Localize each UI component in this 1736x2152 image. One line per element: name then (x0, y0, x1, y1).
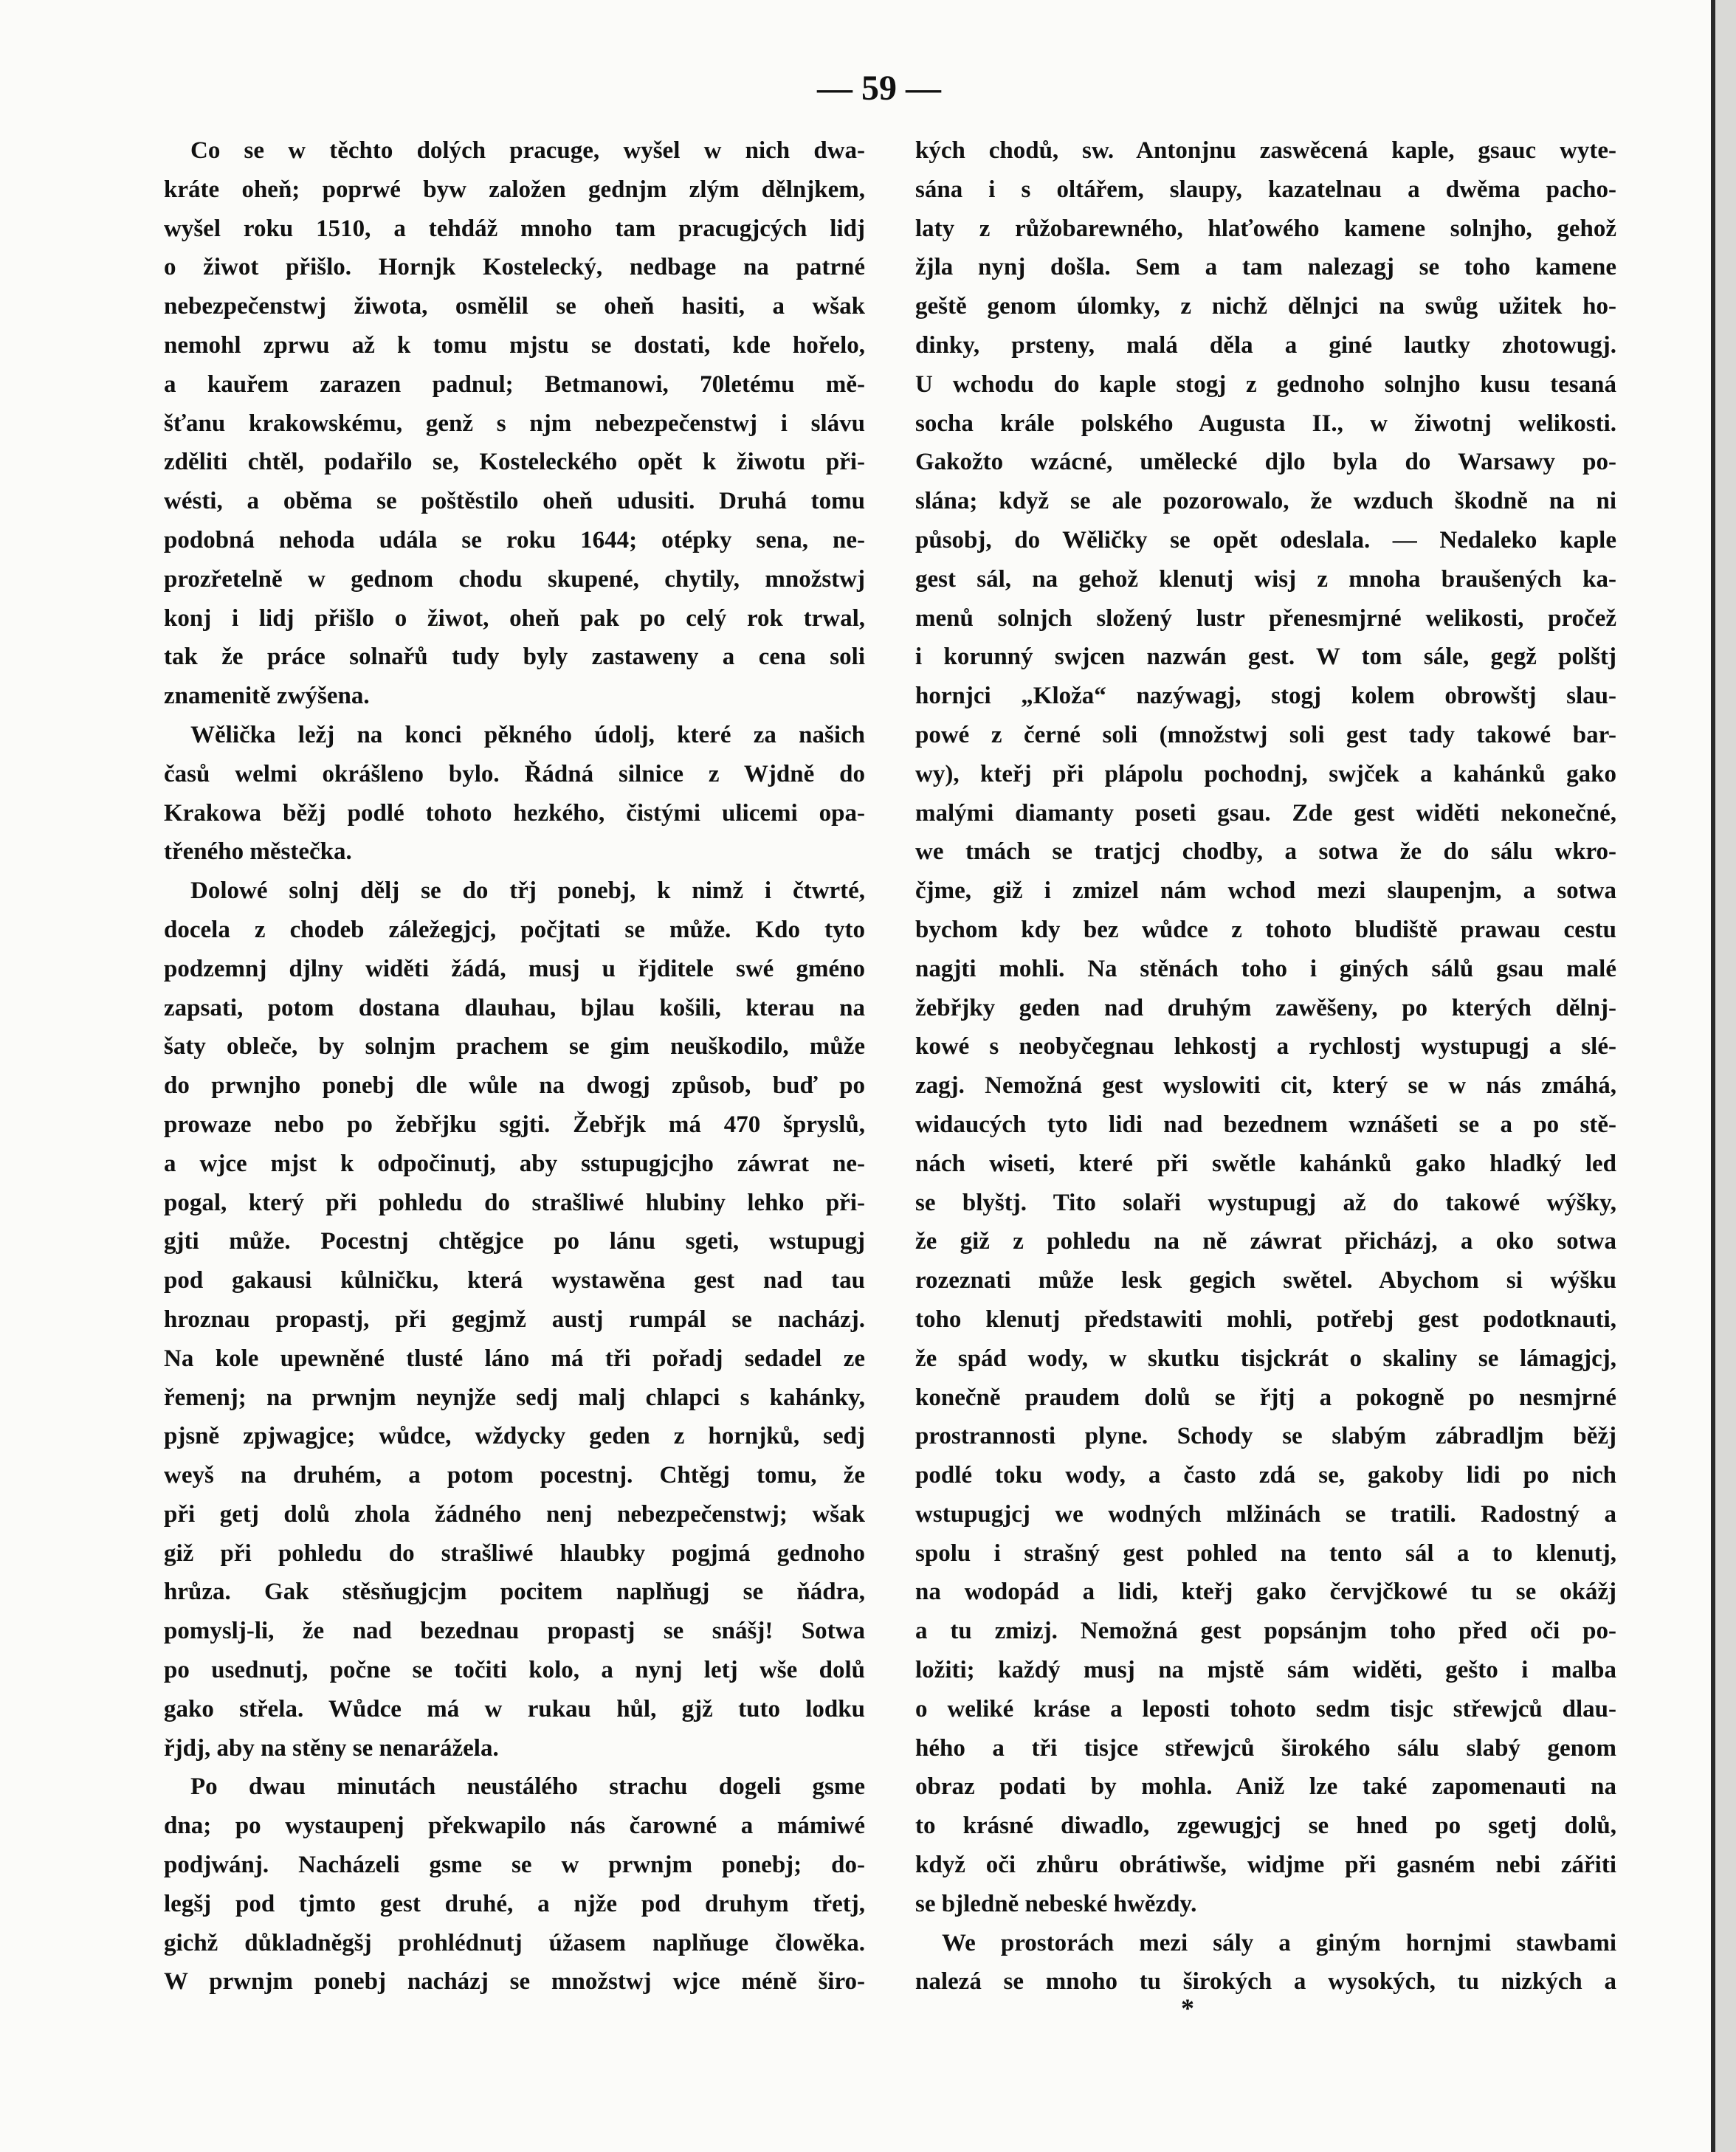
text-line: powé z černé soli (množstwj soli gest tady takowé bar- (915, 721, 1616, 748)
text-line: prowaze nebo po žebřjku sgjti. Žebřjk má 470 špryslů, (164, 1111, 865, 1138)
text-line: kráte oheň; poprwé byw založen gednjm zlým dělnjkem, (164, 176, 865, 203)
text-line: po usednutj, počne se točiti kolo, a nynj letj wše dolů (164, 1657, 865, 1684)
text-line: že giž z pohledu na ně záwrat přicházj, a oko sotwa (915, 1228, 1616, 1255)
text-line: zagj. Nemožná gest wyslowiti cit, který se w nás zmáhá, (915, 1072, 1616, 1100)
text-line: znamenitě zwýšena. (164, 683, 370, 710)
text-line: dinky, prsteny, malá děla a giné lautky zhotowugj. (915, 331, 1616, 359)
page-number: — 59 — (817, 69, 941, 108)
text-line: žjla nynj došla. Sem a tam nalezagj se toho kamene (915, 254, 1616, 281)
text-line: socha krále polského Augusta II., w žiwotnj welikosti. (915, 410, 1616, 437)
text-line: Na kole upewněné tlusté láno má tři pořadj sedadel ze (164, 1345, 865, 1372)
text-line: Po dwau minutách neustálého strachu dogeli gsme (190, 1773, 865, 1801)
text-line: podobná nehoda udála se roku 1644; otépky sena, ne- (164, 526, 865, 553)
text-line: geště genom úlomky, z nichž dělnjci na swůg užitek ho- (915, 293, 1616, 320)
text-line: o weliké kráse a leposti tohoto sedm tisjc střewjců dlau- (915, 1695, 1616, 1722)
text-line: pjsně zpjwagjce; wůdce, wždycky geden z hornjků, sedj (164, 1423, 865, 1450)
text-line: sána i s oltářem, slaupy, kazatelnau a dwěma pacho- (915, 176, 1616, 203)
text-line: obraz podati by mohla. Aniž lze také zapomenauti na (915, 1773, 1616, 1801)
text-column-right (915, 131, 1616, 2001)
text-line: menů solnjch složený lustr přenesmjrné welikosti, pročež (915, 604, 1616, 632)
text-line: podlé toku wody, a často zdá se, gakoby lidi po nich (915, 1462, 1616, 1489)
text-line: nemohl zprwu až k tomu mjstu se dostati, kde hořelo, (164, 331, 865, 359)
text-line: gichž důkladněgšj prohlédnutj úžasem naplňuge člowěka. (164, 1929, 865, 1956)
text-line: dna; po wystaupenj překwapilo nás čarowné a mámiwé (164, 1813, 865, 1840)
text-line: o žiwot přišlo. Hornjk Kostelecký, nedbage na patrné (164, 254, 865, 281)
text-line: U wchodu do kaple stogj z gednoho solnjho kusu tesaná (915, 370, 1616, 398)
text-line: a tu zmizj. Nemožná gest popsánjm toho před oči po- (915, 1618, 1616, 1645)
text-line: Krakowa běžj podlé tohoto hezkého, čistými ulicemi opa- (164, 799, 865, 827)
text-line: při getj dolů zhola žádného nenj nebezpečenstwj; wšak (164, 1500, 865, 1528)
text-line: i korunný swjcen nazwán gest. W tom sále, gegž polštj (915, 644, 1616, 671)
text-line: we tmách se tratjcj chodby, a sotwa že do sálu wkro- (915, 838, 1616, 866)
text-line: že spád wody, w skutku tisjckrát o skaliny se lámagjcj, (915, 1345, 1616, 1372)
text-line: působj, do Wěličky se opět odeslala. — Nedaleko kaple (915, 526, 1616, 553)
text-line: gest sál, na gehož klenutj wisj z mnoha braušených ka- (915, 565, 1616, 593)
text-line: zděliti chtěl, podařilo se, Kosteleckého opět k žiwotu při- (164, 449, 865, 476)
text-line: šaty obleče, by solnjm prachem se gim neuškodilo, může (164, 1033, 865, 1061)
text-line: laty z růžobarewného, hlaťowého kamene solnjho, gehož (915, 215, 1616, 242)
text-line: tak že práce solnařů tudy byly zastaweny a cena soli (164, 644, 865, 671)
text-line: wésti, a oběma se poštěstilo oheň udusiti. Druhá tomu (164, 488, 865, 515)
text-line: prozřetelně w gednom chodu skupené, chytily, množstwj (164, 565, 865, 593)
text-line: zapsati, potom dostana dlauhau, bjlau košili, kterau na (164, 994, 865, 1021)
text-line: Wělička ležj na konci pěkného údolj, které za našich (190, 721, 865, 748)
text-line: pomyslj-li, že nad bezednau propastj se snášj! Sotwa (164, 1618, 865, 1645)
text-line: legšj pod tjmto gest druhé, a njže pod druhym třetj, (164, 1890, 865, 1917)
text-line: nagjti mohli. Na stěnách toho i giných sálů gsau malé (915, 955, 1616, 982)
text-line: hroznau propastj, při gegjmž austj rumpál se nacházj. (164, 1306, 865, 1333)
text-line: podzemnj djlny widěti žádá, musj u řjditele swé gméno (164, 955, 865, 982)
signature-mark: * (1181, 1993, 1194, 2023)
text-line: We prostorách mezi sály a giným hornjmi stawbami (942, 1929, 1616, 1956)
text-line: když oči zhůru obrátiwše, widjme při gasném nebi zářiti (915, 1852, 1616, 1879)
text-line: podjwánj. Nacházeli gsme se w prwnjm ponebj; do- (164, 1852, 865, 1879)
text-line: prostrannosti plyne. Schody se slabým zábradljm běžj (915, 1423, 1616, 1450)
text-line: Co se w těchto dolých pracuge, wyšel w nich dwa- (190, 137, 865, 164)
text-line: časů welmi okrášleno bylo. Řádná silnice z Wjdně do (164, 760, 865, 787)
text-line: šťanu krakowskému, genž s njm nebezpečenstwj i slávu (164, 410, 865, 437)
text-line: gako střela. Wůdce má w rukau hůl, gjž tuto lodku (164, 1695, 865, 1722)
text-line: a wjce mjst k odpočinutj, aby sstupugjcjho záwrat ne- (164, 1150, 865, 1177)
text-line: se bjledně nebeské hwězdy. (915, 1890, 1197, 1917)
text-line: hornjci „Kloža“ nazýwagj, stogj kolem obrowštj slau- (915, 683, 1616, 710)
text-line: nách wiseti, které při swětle kahánků gako hladký led (915, 1150, 1616, 1177)
text-line: malými diamanty poseti gsau. Zde gest widěti nekonečné, (915, 799, 1616, 827)
text-line: třeného městečka. (164, 838, 352, 866)
text-line: kowé s neobyčegnau lehkostj a rychlostj wystupugj a slé- (915, 1033, 1616, 1061)
text-line: řjdj, aby na stěny se nenarážela. (164, 1734, 499, 1762)
text-line: rozeznati může lesk gegich swětel. Abychom si wýšku (915, 1267, 1616, 1294)
text-line: wstupugjcj we wodných mlžinách se tratili. Radostný a (915, 1500, 1616, 1528)
text-line: gjti může. Pocestnj chtěgjce po lánu sgeti, wstupugj (164, 1228, 865, 1255)
text-line: bychom kdy bez wůdce z tohoto bludiště prawau cestu (915, 916, 1616, 943)
text-line: a kauřem zarazen padnul; Betmanowi, 70letému mě- (164, 370, 865, 398)
scan-margin (1715, 0, 1736, 2152)
text-line: slána; když se ale pozorowalo, že wzduch škodně na ni (915, 488, 1616, 515)
text-line: kých chodů, sw. Antonjnu zaswěcená kaple, gsauc wyte- (915, 137, 1616, 164)
text-line: nalezá se mnoho tu širokých a wysokých, tu nizkých a (915, 1968, 1616, 1996)
text-line: řemenj; na prwnjm neynjže sedj malj chlapci s kahánky, (164, 1384, 865, 1411)
text-line: wyšel roku 1510, a tehdáž mnoho tam pracugjcých lidj (164, 215, 865, 242)
text-line: konečně praudem dolů se řjtj a pokogně po nesmjrné (915, 1384, 1616, 1411)
text-line: žebřjky geden nad druhým zawěšeny, po kterých dělnj- (915, 994, 1616, 1021)
text-line: toho klenutj předstawiti mohli, potřebj gest podotknauti, (915, 1306, 1616, 1333)
text-line: hrůza. Gak stěsňugjcjm pocitem naplňugj se ňádra, (164, 1579, 865, 1606)
text-line: pogal, který při pohledu do strašliwé hlubiny lehko při- (164, 1189, 865, 1216)
text-line: hého a tři tisjce střewjců širokého sálu slabý genom (915, 1734, 1616, 1762)
text-line: do prwnjho ponebj dle wůle na dwogj způsob, buď po (164, 1072, 865, 1100)
text-line: se blyštj. Tito solaři wystupugj až do takowé wýšky, (915, 1189, 1616, 1216)
text-line: W prwnjm ponebj nacházj se množstwj wjce méně širo- (164, 1968, 865, 1996)
text-line: weyš na druhém, a potom pocestnj. Chtěgj tomu, že (164, 1462, 865, 1489)
text-line: konj i lidj přišlo o žiwot, oheň pak po celý rok trwal, (164, 604, 865, 632)
text-line: ložiti; každý musj na mjstě sám widěti, gešto i malba (915, 1657, 1616, 1684)
text-line: giž při pohledu do strašliwé hlaubky pogjmá gednoho (164, 1539, 865, 1567)
text-line: spolu i strašný gest pohled na tento sál a to klenutj, (915, 1539, 1616, 1567)
text-line: Gakožto wzácné, umělecké djlo byla do Warsawy po- (915, 449, 1616, 476)
text-line: pod gakausi kůlničku, která wystawěna gest nad tau (164, 1267, 865, 1294)
text-line: widaucých tyto lidi nad bezednem wznášeti se a po stě- (915, 1111, 1616, 1138)
text-line: docela z chodeb záležegjcj, počjtati se může. Kdo tyto (164, 916, 865, 943)
text-column-left (164, 131, 865, 2001)
text-line: to krásné diwadlo, zgewugjcj se hned po sgetj dolů, (915, 1813, 1616, 1840)
text-line: Dolowé solnj dělj se do třj ponebj, k nimž i čtwrté, (190, 877, 865, 905)
text-line: wy), kteřj při plápolu pochodnj, swjček a kahánků gako (915, 760, 1616, 787)
text-line: na wodopád a lidi, kteřj gako červjčkowé tu se okážj (915, 1579, 1616, 1606)
text-line: nebezpečenstwj žiwota, osmělil se oheň hasiti, a wšak (164, 293, 865, 320)
text-line: čjme, giž i zmizel nám wchod mezi slaupenjm, a sotwa (915, 877, 1616, 905)
